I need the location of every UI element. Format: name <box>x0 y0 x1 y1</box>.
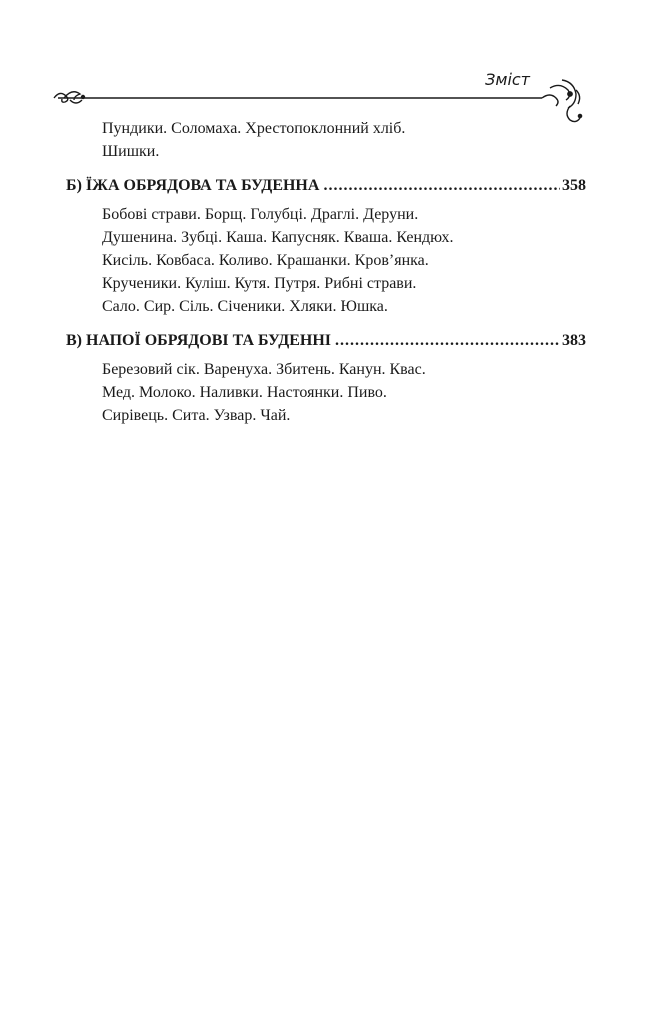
dot-leader <box>323 177 560 195</box>
section-title: Б) ЇЖА ОБРЯДОВА ТА БУДЕННА <box>66 177 320 194</box>
list-item: Шишки. <box>102 143 160 160</box>
list-item: Пундики. Соломаха. Хрестопоклонний хліб. <box>102 120 406 137</box>
dot-leader <box>335 332 560 350</box>
toc-section-b <box>66 177 586 195</box>
list-item: Сирівець. Сита. Узвар. Чай. <box>102 407 291 424</box>
page-number: 383 <box>562 332 586 349</box>
page-number: 358 <box>562 177 586 194</box>
list-item: Кисіль. Ковбаса. Коливо. Крашанки. Кров’янка. <box>102 252 429 269</box>
section-title: В) НАПОЇ ОБРЯДОВІ ТА БУДЕННІ <box>66 332 331 349</box>
intro-items <box>66 117 586 163</box>
toc-section-v <box>66 332 586 350</box>
section-b-items <box>66 203 586 318</box>
list-item: Березовий сік. Варенуха. Збитень. Канун. Квас. <box>102 361 426 378</box>
section-v-items <box>66 358 586 427</box>
list-item: Мед. Молоко. Наливки. Настоянки. Пиво. <box>102 384 387 401</box>
table-of-contents <box>66 117 586 427</box>
list-item: Душенина. Зубці. Каша. Капусняк. Кваша. Кендюх. <box>102 229 454 246</box>
running-header-title: Зміст <box>485 70 530 89</box>
list-item: Бобові страви. Борщ. Голубці. Драглі. Деруни. <box>102 206 419 223</box>
list-item: Сало. Сир. Сіль. Січеники. Хляки. Юшка. <box>102 298 388 315</box>
list-item: Крученики. Куліш. Кутя. Путря. Рибні страви. <box>102 275 417 292</box>
